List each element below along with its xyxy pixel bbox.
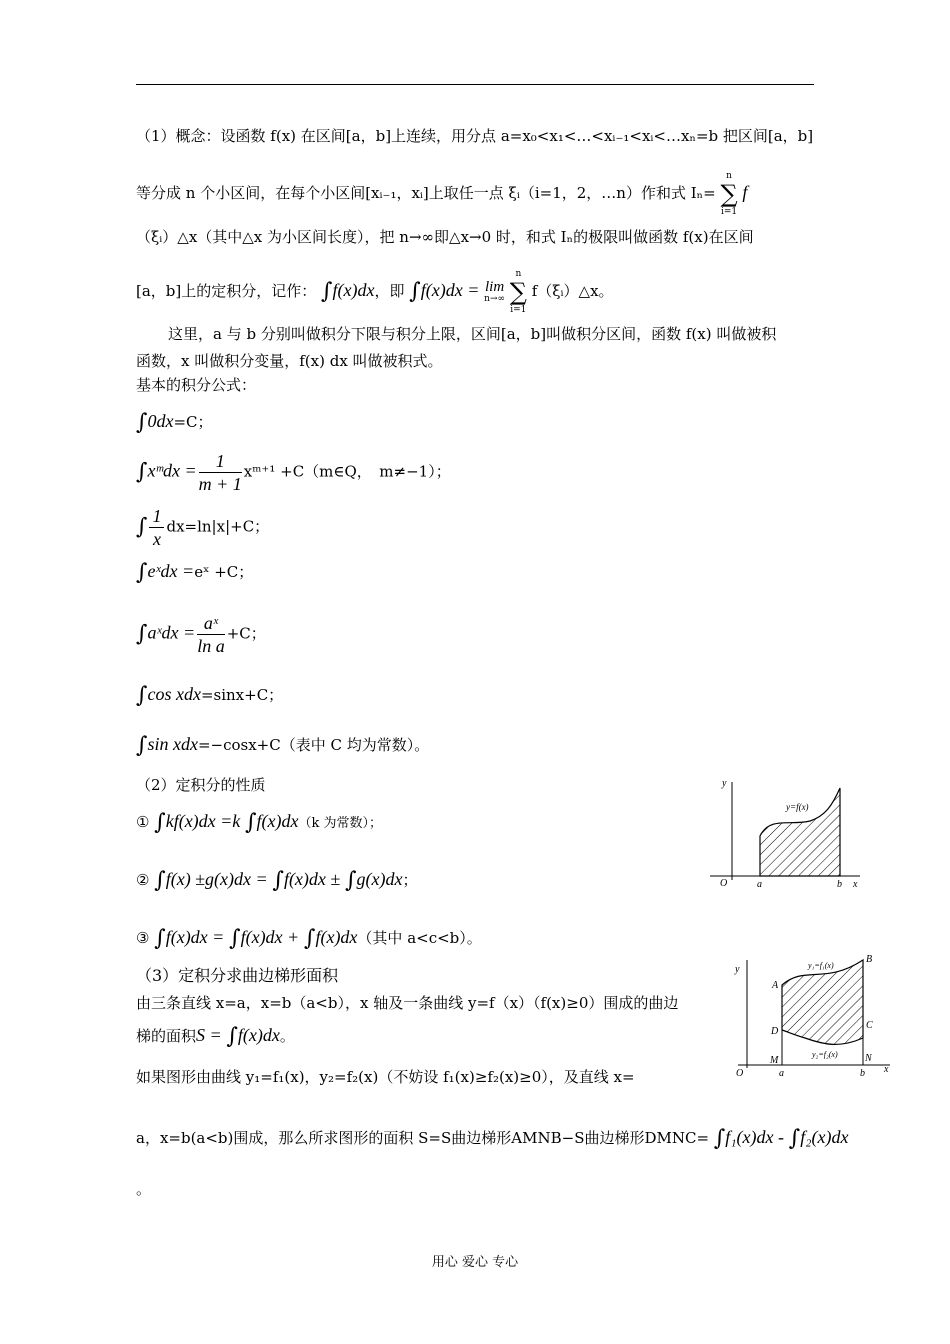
point-b: B <box>866 954 873 965</box>
y-label: y <box>722 778 727 789</box>
formulas-heading: 基本的积分公式： <box>136 376 257 394</box>
origin-label: O <box>736 1068 744 1079</box>
formula-6: ∫cos xdx=sinx+C； <box>136 683 284 708</box>
x-label: x <box>884 1064 889 1075</box>
concept-line-4: [a，b]上的定积分，记作： ∫f(x)dx，即 ∫f(x)dx = lim n→∞ n ∑ i=1 f（ξᵢ）△x。 <box>136 269 614 315</box>
properties-title: （2）定积分的性质 <box>136 776 266 794</box>
point-c: C <box>866 1020 873 1031</box>
x-label: x <box>853 879 858 890</box>
definite-integral-definition: f(x)dx = <box>420 280 480 300</box>
shaded-region <box>782 960 863 1044</box>
property-1: ① ∫kf(x)dx =k ∫f(x)dx（k 为常数）； <box>136 810 383 835</box>
property-2: ② ∫f(x) ±g(x)dx = ∫f(x)dx ± ∫g(x)dx； <box>136 868 418 893</box>
sum-symbol: n ∑ i=1 <box>720 171 738 217</box>
curve2-label: y₂=f₂(x) <box>812 1050 838 1059</box>
concept-text-1: （1）概念：设函数 f(x) 在区间[a，b]上连续，用分点 a=x₀<x₁<…<xᵢ₋₁<xᵢ<…xₙ=b 把区间[a，b] <box>136 127 814 145</box>
definite-integral-notation: f(x)dx <box>332 280 375 300</box>
formula-4: ∫eˣdx =eˣ +C； <box>136 560 254 585</box>
concept-f: f <box>742 182 748 202</box>
b-label: b <box>837 879 842 890</box>
formula-3: ∫ $\frac{1}{x}$ dx=ln|x|+C； <box>136 506 270 549</box>
explain-line-2: 函数，x 叫做积分变量，f(x) dx 叫做被积式。 <box>136 352 443 370</box>
concept-line-3 <box>136 226 754 248</box>
area-line-4: a，x=b(a<b)围成，那么所求图形的面积 S=S曲边梯形AMNB−S曲边梯形DMNC= ∫f₁(x)dx - ∫f₂(x)dx <box>136 1126 849 1151</box>
area-title: （3）定积分求曲边梯形面积 <box>136 966 339 985</box>
a-label: a <box>757 879 762 890</box>
curve1-label: y₁=f₁(x) <box>808 961 834 970</box>
area-line-5: 。 <box>136 1180 152 1198</box>
header-rule <box>136 84 814 85</box>
curve-label: y=f(x) <box>786 802 809 812</box>
figure-area-under-curve <box>700 776 865 894</box>
point-n: N <box>865 1053 872 1064</box>
formula-2: ∫xᵐdx = $\frac{1}{m + 1}$ xᵐ⁺¹ +C（m∈Q， m≠−1）； <box>136 451 451 494</box>
b-label: b <box>860 1068 865 1079</box>
area-line-3: 如果图形由曲线 y₁=f₁(x)，y₂=f₂(x)（不妨设 f₁(x)≥f₂(x)≥0），及直线 x= <box>136 1068 635 1086</box>
concept-text-3: （ξᵢ）△x（其中△x 为小区间长度），把 n→∞即△x→0 时，和式 Iₙ的极限叫做函数 f(x)在区间 <box>136 228 754 246</box>
point-d: D <box>771 1026 779 1037</box>
page-footer: 用心 爱心 专心 <box>431 1255 519 1270</box>
concept-text-2: 等分成 n 个小区间，在每个小区间[xᵢ₋₁，xᵢ]上取任一点 ξᵢ（i=1，2，…n）作和式 Iₙ= <box>136 184 716 202</box>
point-a: A <box>772 980 779 991</box>
sum-symbol-2: n ∑ i=1 <box>509 269 527 315</box>
limit-symbol: lim n→∞ <box>484 278 505 304</box>
formula-1: ∫0dx=C； <box>136 410 213 435</box>
figure-area-between-curves <box>730 950 895 1080</box>
y-label: y <box>735 964 740 975</box>
origin-label: O <box>720 878 728 889</box>
property-3: ③ ∫f(x)dx = ∫f(x)dx + ∫f(x)dx（其中 a<c<b）。 <box>136 926 482 951</box>
concept-line-1 <box>136 125 813 147</box>
concept-line-2 <box>136 170 747 218</box>
a-label: a <box>779 1068 784 1079</box>
area-line-1: 由三条直线 x=a，x=b（a<b），x 轴及一条曲线 y=f（x）（f(x)≥0）围成的曲边 <box>136 994 679 1012</box>
area-line-2: 梯的面积S = ∫f(x)dx。 <box>136 1024 295 1049</box>
explain-line-1: 这里，a 与 b 分别叫做积分下限与积分上限，区间[a，b]叫做积分区间，函数 f(x) 叫做被积 <box>168 325 777 343</box>
formula-7: ∫sin xdx=−cosx+C（表中 C 均为常数）。 <box>136 733 430 758</box>
formula-5: ∫aˣdx = $\frac{\text{aˣ}}{\text{ln a}}$ +C； <box>136 613 266 656</box>
concept-text-4: [a，b]上的定积分，记作： <box>136 282 317 300</box>
point-m: M <box>770 1055 779 1066</box>
